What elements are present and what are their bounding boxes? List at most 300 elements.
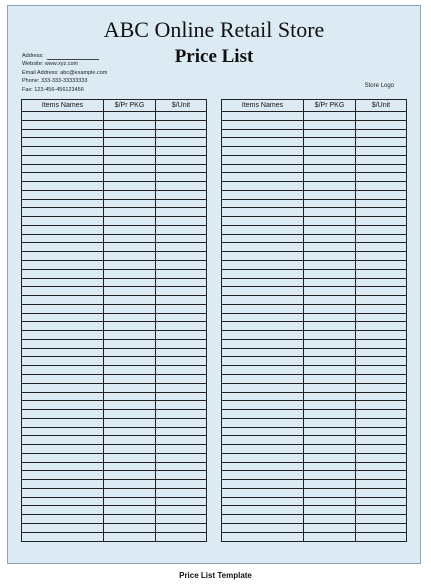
table-cell[interactable] xyxy=(304,462,356,471)
table-cell[interactable] xyxy=(22,497,104,506)
table-cell[interactable] xyxy=(222,217,304,226)
table-cell[interactable] xyxy=(356,269,407,278)
table-cell[interactable] xyxy=(304,374,356,383)
table-cell[interactable] xyxy=(156,304,207,313)
table-cell[interactable] xyxy=(222,532,304,541)
table-cell[interactable] xyxy=(22,304,104,313)
table-cell[interactable] xyxy=(356,506,407,515)
table-cell[interactable] xyxy=(104,296,156,305)
table-cell[interactable] xyxy=(104,190,156,199)
table-cell[interactable] xyxy=(22,331,104,340)
table-cell[interactable] xyxy=(222,304,304,313)
table-cell[interactable] xyxy=(304,418,356,427)
table-cell[interactable] xyxy=(156,436,207,445)
table-cell[interactable] xyxy=(356,199,407,208)
table-cell[interactable] xyxy=(104,357,156,366)
table-cell[interactable] xyxy=(104,445,156,454)
table-cell[interactable] xyxy=(156,129,207,138)
table-cell[interactable] xyxy=(222,348,304,357)
table-cell[interactable] xyxy=(104,331,156,340)
table-cell[interactable] xyxy=(104,436,156,445)
table-cell[interactable] xyxy=(104,348,156,357)
table-cell[interactable] xyxy=(156,261,207,270)
table-cell[interactable] xyxy=(304,164,356,173)
table-cell[interactable] xyxy=(22,357,104,366)
table-cell[interactable] xyxy=(104,182,156,191)
table-cell[interactable] xyxy=(356,234,407,243)
table-cell[interactable] xyxy=(156,374,207,383)
table-cell[interactable] xyxy=(304,427,356,436)
table-cell[interactable] xyxy=(304,173,356,182)
table-cell[interactable] xyxy=(156,488,207,497)
table-cell[interactable] xyxy=(156,339,207,348)
table-cell[interactable] xyxy=(222,453,304,462)
table-cell[interactable] xyxy=(156,453,207,462)
table-cell[interactable] xyxy=(22,138,104,147)
table-cell[interactable] xyxy=(156,252,207,261)
table-cell[interactable] xyxy=(356,120,407,129)
table-cell[interactable] xyxy=(104,383,156,392)
table-cell[interactable] xyxy=(304,269,356,278)
table-cell[interactable] xyxy=(104,453,156,462)
table-cell[interactable] xyxy=(304,480,356,489)
table-cell[interactable] xyxy=(356,418,407,427)
table-cell[interactable] xyxy=(304,401,356,410)
table-cell[interactable] xyxy=(156,199,207,208)
table-cell[interactable] xyxy=(356,217,407,226)
table-cell[interactable] xyxy=(156,392,207,401)
table-cell[interactable] xyxy=(104,138,156,147)
table-cell[interactable] xyxy=(304,357,356,366)
table-cell[interactable] xyxy=(222,243,304,252)
table-cell[interactable] xyxy=(156,357,207,366)
table-cell[interactable] xyxy=(22,313,104,322)
table-cell[interactable] xyxy=(356,225,407,234)
table-cell[interactable] xyxy=(356,331,407,340)
table-cell[interactable] xyxy=(304,392,356,401)
table-cell[interactable] xyxy=(22,436,104,445)
table-cell[interactable] xyxy=(304,523,356,532)
table-cell[interactable] xyxy=(22,322,104,331)
table-cell[interactable] xyxy=(22,445,104,454)
table-cell[interactable] xyxy=(104,488,156,497)
table-cell[interactable] xyxy=(356,112,407,121)
table-cell[interactable] xyxy=(156,480,207,489)
table-cell[interactable] xyxy=(22,217,104,226)
table-cell[interactable] xyxy=(304,138,356,147)
table-cell[interactable] xyxy=(304,243,356,252)
table-cell[interactable] xyxy=(22,190,104,199)
table-cell[interactable] xyxy=(22,234,104,243)
table-cell[interactable] xyxy=(104,339,156,348)
table-cell[interactable] xyxy=(104,287,156,296)
address-label: Address: xyxy=(22,53,44,59)
table-cell[interactable] xyxy=(22,208,104,217)
table-cell[interactable] xyxy=(156,155,207,164)
table-cell[interactable] xyxy=(22,173,104,182)
table-cell[interactable] xyxy=(304,366,356,375)
table-cell[interactable] xyxy=(356,427,407,436)
table-cell[interactable] xyxy=(304,515,356,524)
table-cell[interactable] xyxy=(156,401,207,410)
table-cell[interactable] xyxy=(356,392,407,401)
table-cell[interactable] xyxy=(22,278,104,287)
table-cell[interactable] xyxy=(22,147,104,156)
table-cell[interactable] xyxy=(304,532,356,541)
table-cell[interactable] xyxy=(222,392,304,401)
table-cell[interactable] xyxy=(356,436,407,445)
table-cell[interactable] xyxy=(104,269,156,278)
table-cell[interactable] xyxy=(356,208,407,217)
table-cell[interactable] xyxy=(222,129,304,138)
table-cell[interactable] xyxy=(356,129,407,138)
table-cell[interactable] xyxy=(356,366,407,375)
table-cell[interactable] xyxy=(304,199,356,208)
table-cell[interactable] xyxy=(222,374,304,383)
table-cell[interactable] xyxy=(156,532,207,541)
table-cell[interactable] xyxy=(156,190,207,199)
table-cell[interactable] xyxy=(104,225,156,234)
table-cell[interactable] xyxy=(304,287,356,296)
table-cell[interactable] xyxy=(304,190,356,199)
table-cell[interactable] xyxy=(22,374,104,383)
table-cell[interactable] xyxy=(104,322,156,331)
table-cell[interactable] xyxy=(222,322,304,331)
table-cell[interactable] xyxy=(22,462,104,471)
table-cell[interactable] xyxy=(22,112,104,121)
table-cell[interactable] xyxy=(356,164,407,173)
table-cell[interactable] xyxy=(356,147,407,156)
table-cell[interactable] xyxy=(356,532,407,541)
table-cell[interactable] xyxy=(304,261,356,270)
table-cell[interactable] xyxy=(304,445,356,454)
table-cell[interactable] xyxy=(22,252,104,261)
table-cell[interactable] xyxy=(304,339,356,348)
table-cell[interactable] xyxy=(304,278,356,287)
table-cell[interactable] xyxy=(104,462,156,471)
table-cell[interactable] xyxy=(222,445,304,454)
table-cell[interactable] xyxy=(356,357,407,366)
table-cell[interactable] xyxy=(156,278,207,287)
table-cell[interactable] xyxy=(222,523,304,532)
table-cell[interactable] xyxy=(22,243,104,252)
table-cell[interactable] xyxy=(104,155,156,164)
table-cell[interactable] xyxy=(156,471,207,480)
table-cell[interactable] xyxy=(222,436,304,445)
table-cell[interactable] xyxy=(304,225,356,234)
table-cell[interactable] xyxy=(22,155,104,164)
table-cell[interactable] xyxy=(104,120,156,129)
table-cell[interactable] xyxy=(356,173,407,182)
table-cell[interactable] xyxy=(222,190,304,199)
table-cell[interactable] xyxy=(104,217,156,226)
table-cell[interactable] xyxy=(104,374,156,383)
table-cell[interactable] xyxy=(222,401,304,410)
table-cell[interactable] xyxy=(304,488,356,497)
table-cell[interactable] xyxy=(104,243,156,252)
table-cell[interactable] xyxy=(222,112,304,121)
table-cell[interactable] xyxy=(222,278,304,287)
table-cell[interactable] xyxy=(104,523,156,532)
table-cell[interactable] xyxy=(22,261,104,270)
table-cell[interactable] xyxy=(22,269,104,278)
table-cell[interactable] xyxy=(22,199,104,208)
table-cell[interactable] xyxy=(156,506,207,515)
table-cell[interactable] xyxy=(356,445,407,454)
table-cell[interactable] xyxy=(22,182,104,191)
table-cell[interactable] xyxy=(304,322,356,331)
table-cell[interactable] xyxy=(222,234,304,243)
table-cell[interactable] xyxy=(104,199,156,208)
table-cell[interactable] xyxy=(156,296,207,305)
table-row xyxy=(222,225,407,234)
table-cell[interactable] xyxy=(222,471,304,480)
table-cell[interactable] xyxy=(104,427,156,436)
table-cell[interactable] xyxy=(156,112,207,121)
table-cell[interactable] xyxy=(222,410,304,419)
table-cell[interactable] xyxy=(156,418,207,427)
table-cell[interactable] xyxy=(156,366,207,375)
table-cell[interactable] xyxy=(156,348,207,357)
table-cell[interactable] xyxy=(22,164,104,173)
table-cell[interactable] xyxy=(304,506,356,515)
table-cell[interactable] xyxy=(222,506,304,515)
table-cell[interactable] xyxy=(222,120,304,129)
table-cell[interactable] xyxy=(222,287,304,296)
table-cell[interactable] xyxy=(156,225,207,234)
table-cell[interactable] xyxy=(356,488,407,497)
table-cell[interactable] xyxy=(356,515,407,524)
table-cell[interactable] xyxy=(22,410,104,419)
table-cell[interactable] xyxy=(222,199,304,208)
table-cell[interactable] xyxy=(104,532,156,541)
table-cell[interactable] xyxy=(22,287,104,296)
table-cell[interactable] xyxy=(222,208,304,217)
table-cell[interactable] xyxy=(356,138,407,147)
table-cell[interactable] xyxy=(356,155,407,164)
table-cell[interactable] xyxy=(304,182,356,191)
table-cell[interactable] xyxy=(356,252,407,261)
table-cell[interactable] xyxy=(222,261,304,270)
table-row xyxy=(222,488,407,497)
table-cell[interactable] xyxy=(356,383,407,392)
table-cell[interactable] xyxy=(22,471,104,480)
table-cell[interactable] xyxy=(156,120,207,129)
table-cell[interactable] xyxy=(156,147,207,156)
table-cell[interactable] xyxy=(222,182,304,191)
table-cell[interactable] xyxy=(304,348,356,357)
table-cell[interactable] xyxy=(356,453,407,462)
table-cell[interactable] xyxy=(222,497,304,506)
table-cell[interactable] xyxy=(222,339,304,348)
table-cell[interactable] xyxy=(222,427,304,436)
table-cell[interactable] xyxy=(356,304,407,313)
table-cell[interactable] xyxy=(222,138,304,147)
table-cell[interactable] xyxy=(104,418,156,427)
table-cell[interactable] xyxy=(356,471,407,480)
table-cell[interactable] xyxy=(222,480,304,489)
table-cell[interactable] xyxy=(222,418,304,427)
table-cell[interactable] xyxy=(304,217,356,226)
table-cell[interactable] xyxy=(222,155,304,164)
table-cell[interactable] xyxy=(304,112,356,121)
table-cell[interactable] xyxy=(356,296,407,305)
table-cell[interactable] xyxy=(356,243,407,252)
table-cell[interactable] xyxy=(222,173,304,182)
table-cell[interactable] xyxy=(156,383,207,392)
table-cell[interactable] xyxy=(222,331,304,340)
table-cell[interactable] xyxy=(222,164,304,173)
table-cell[interactable] xyxy=(222,147,304,156)
table-cell[interactable] xyxy=(156,427,207,436)
table-cell[interactable] xyxy=(104,410,156,419)
table-cell[interactable] xyxy=(156,208,207,217)
table-cell[interactable] xyxy=(104,497,156,506)
table-cell[interactable] xyxy=(222,225,304,234)
table-cell[interactable] xyxy=(156,287,207,296)
table-cell[interactable] xyxy=(304,331,356,340)
table-cell[interactable] xyxy=(304,304,356,313)
table-cell[interactable] xyxy=(22,523,104,532)
table-cell[interactable] xyxy=(222,296,304,305)
table-cell[interactable] xyxy=(104,506,156,515)
table-cell[interactable] xyxy=(104,252,156,261)
table-cell[interactable] xyxy=(156,313,207,322)
table-cell[interactable] xyxy=(222,515,304,524)
table-cell[interactable] xyxy=(356,348,407,357)
table-cell[interactable] xyxy=(22,348,104,357)
table-cell[interactable] xyxy=(156,462,207,471)
table-cell[interactable] xyxy=(222,252,304,261)
table-cell[interactable] xyxy=(156,182,207,191)
table-cell[interactable] xyxy=(222,357,304,366)
table-cell[interactable] xyxy=(304,453,356,462)
table-cell[interactable] xyxy=(22,296,104,305)
table-cell[interactable] xyxy=(356,410,407,419)
table-cell[interactable] xyxy=(156,322,207,331)
table-cell[interactable] xyxy=(304,383,356,392)
table-cell[interactable] xyxy=(156,173,207,182)
table-cell[interactable] xyxy=(356,523,407,532)
table-row xyxy=(22,471,207,480)
table-cell[interactable] xyxy=(104,129,156,138)
table-cell[interactable] xyxy=(22,506,104,515)
table-cell[interactable] xyxy=(222,313,304,322)
table-cell[interactable] xyxy=(356,462,407,471)
table-cell[interactable] xyxy=(304,129,356,138)
table-cell[interactable] xyxy=(156,410,207,419)
table-cell[interactable] xyxy=(22,401,104,410)
table-cell[interactable] xyxy=(356,190,407,199)
table-cell[interactable] xyxy=(356,322,407,331)
table-cell[interactable] xyxy=(104,392,156,401)
table-cell[interactable] xyxy=(156,331,207,340)
table-cell[interactable] xyxy=(104,173,156,182)
table-cell[interactable] xyxy=(156,497,207,506)
table-cell[interactable] xyxy=(304,471,356,480)
table-cell[interactable] xyxy=(156,515,207,524)
table-cell[interactable] xyxy=(304,296,356,305)
table-cell[interactable] xyxy=(104,471,156,480)
table-cell[interactable] xyxy=(22,366,104,375)
table-cell[interactable] xyxy=(22,532,104,541)
table-cell[interactable] xyxy=(104,112,156,121)
table-cell[interactable] xyxy=(356,278,407,287)
table-cell[interactable] xyxy=(356,497,407,506)
table-cell[interactable] xyxy=(104,480,156,489)
table-cell[interactable] xyxy=(156,243,207,252)
table-cell[interactable] xyxy=(356,339,407,348)
table-cell[interactable] xyxy=(22,225,104,234)
table-cell[interactable] xyxy=(356,313,407,322)
table-cell[interactable] xyxy=(156,445,207,454)
table-cell[interactable] xyxy=(222,383,304,392)
table-cell[interactable] xyxy=(22,129,104,138)
table-cell[interactable] xyxy=(222,366,304,375)
table-cell[interactable] xyxy=(104,304,156,313)
table-cell[interactable] xyxy=(356,261,407,270)
table-cell[interactable] xyxy=(222,462,304,471)
table-cell[interactable] xyxy=(22,392,104,401)
table-cell[interactable] xyxy=(222,488,304,497)
table-cell[interactable] xyxy=(304,234,356,243)
table-cell[interactable] xyxy=(304,313,356,322)
table-cell[interactable] xyxy=(22,488,104,497)
table-row xyxy=(22,374,207,383)
table-cell[interactable] xyxy=(22,383,104,392)
table-cell[interactable] xyxy=(22,480,104,489)
table-cell[interactable] xyxy=(104,515,156,524)
table-cell[interactable] xyxy=(304,410,356,419)
table-cell[interactable] xyxy=(104,164,156,173)
table-cell[interactable] xyxy=(304,436,356,445)
table-cell[interactable] xyxy=(356,401,407,410)
table-cell[interactable] xyxy=(22,453,104,462)
table-cell[interactable] xyxy=(22,120,104,129)
table-cell[interactable] xyxy=(104,278,156,287)
table-cell[interactable] xyxy=(356,374,407,383)
table-cell[interactable] xyxy=(304,497,356,506)
table-cell[interactable] xyxy=(156,234,207,243)
table-cell[interactable] xyxy=(304,155,356,164)
table-cell[interactable] xyxy=(356,480,407,489)
table-cell[interactable] xyxy=(304,147,356,156)
table-cell[interactable] xyxy=(22,418,104,427)
table-cell[interactable] xyxy=(156,523,207,532)
table-cell[interactable] xyxy=(104,234,156,243)
table-cell[interactable] xyxy=(156,138,207,147)
table-cell[interactable] xyxy=(22,339,104,348)
table-cell[interactable] xyxy=(304,208,356,217)
table-cell[interactable] xyxy=(104,208,156,217)
table-cell[interactable] xyxy=(356,287,407,296)
table-cell[interactable] xyxy=(156,269,207,278)
table-cell[interactable] xyxy=(222,269,304,278)
table-cell[interactable] xyxy=(304,120,356,129)
table-cell[interactable] xyxy=(104,147,156,156)
table-cell[interactable] xyxy=(22,515,104,524)
table-cell[interactable] xyxy=(104,313,156,322)
table-cell[interactable] xyxy=(104,261,156,270)
table-cell[interactable] xyxy=(22,427,104,436)
table-cell[interactable] xyxy=(304,252,356,261)
email-text: Email Address: abc@example.com xyxy=(22,69,108,76)
table-cell[interactable] xyxy=(156,217,207,226)
table-cell[interactable] xyxy=(104,401,156,410)
table-cell[interactable] xyxy=(156,164,207,173)
table-cell[interactable] xyxy=(356,182,407,191)
table-cell[interactable] xyxy=(104,366,156,375)
